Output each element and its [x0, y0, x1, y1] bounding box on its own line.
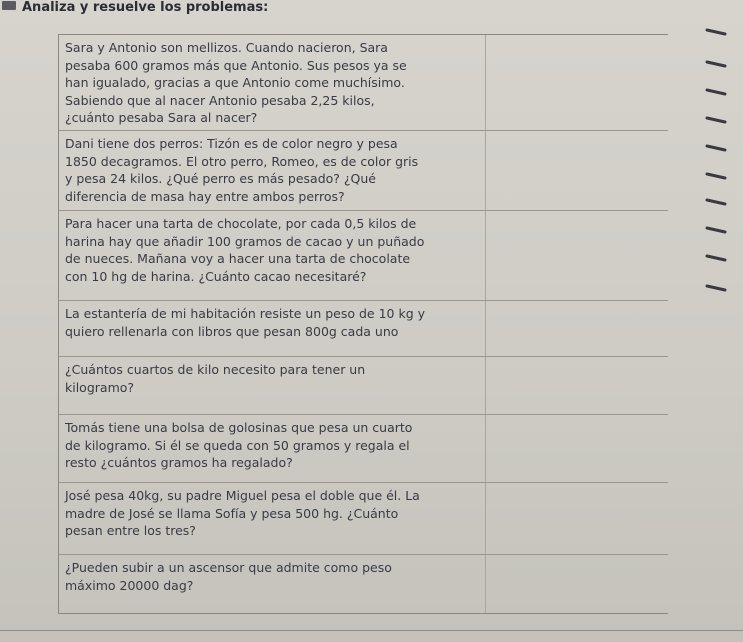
problem-row-5: [59, 357, 668, 415]
worksheet-heading: Analiza y resuelve los problemas:: [22, 0, 269, 15]
problem-text-2: Dani tiene dos perros: Tizón es de color negro y pesa 1850 decagramos. El otro perro, Romeo, es de color gris y pesa 24 kilos. ¿Qué perro es más pesado? ¿Qué diferencia de masa hay entre ambos perros?: [65, 136, 419, 204]
problem-text-4: La estantería de mi habitación resiste un peso de 10 kg y quiero rellenarla con libros que pesan 800g cada uno: [65, 306, 425, 339]
problem-text-6: Tomás tiene una bolsa de golosinas que pesa un cuarto de kilogramo. Si él se queda con 50 gramos y regala el resto ¿cuántos gramos ha regalado?: [65, 420, 413, 470]
problem-row-6: [59, 415, 668, 483]
page-bottom-edge: [0, 630, 743, 631]
problem-row-7: [59, 483, 668, 555]
worksheet-icon: [2, 1, 16, 10]
problem-text-8: ¿Pueden subir a un ascensor que admite como peso máximo 20000 dag?: [65, 560, 392, 593]
problem-text-1: Sara y Antonio son mellizos. Cuando nacieron, Sara pesaba 600 gramos más que Antonio. Sus pesos ya se han igualado, gracias a que Antonio come muchísimo. Sabiendo que al nacer Antonio pesaba 2,25 kilos, ¿cuánto pesaba Sara al nacer?: [65, 40, 407, 125]
problem-row-8: [59, 555, 668, 615]
problems-table: [58, 34, 668, 614]
problem-text-7: José pesa 40kg, su padre Miguel pesa el doble que él. La madre de José se llama Sofía y pesa 500 hg. ¿Cuánto pesan entre los tres?: [65, 488, 420, 538]
problem-row-2: [59, 131, 668, 211]
binding-holes-decoration: [703, 0, 743, 642]
problem-row-1: [59, 35, 668, 131]
problem-text-3: Para hacer una tarta de chocolate, por cada 0,5 kilos de harina hay que añadir 100 gramos de cacao y un puñado de nueces. Mañana voy a hacer una tarta de chocolate con 10 hg de harina. ¿Cuánto cacao necesitaré?: [65, 216, 425, 284]
problem-row-3: [59, 211, 668, 301]
problem-row-4: [59, 301, 668, 357]
problem-text-5: ¿Cuántos cuartos de kilo necesito para tener un kilogramo?: [65, 362, 366, 395]
